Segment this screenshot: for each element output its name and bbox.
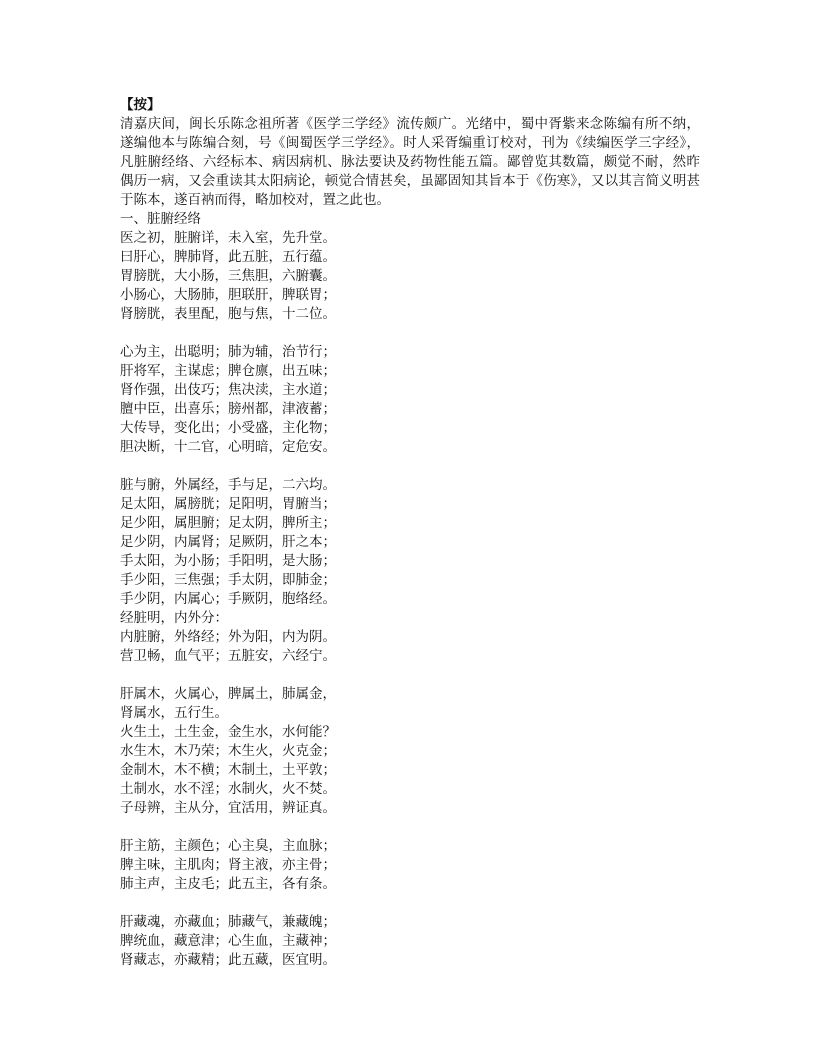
verse-line: 肝藏魂，亦藏血；肺藏气，兼藏魄； xyxy=(120,914,336,930)
verse-line: 手少阴，内属心；手厥阴，胞络经。 xyxy=(120,591,336,607)
verse-stanza xyxy=(120,343,700,457)
verse-body xyxy=(120,229,700,970)
intro-paragraph: 清嘉庆间，闽长乐陈念祖所著《医学三学经》流传颇广。光绪中，蜀中胥紫来念陈编有所不纳，遂编他本与陈编合刻，号《闽蜀医学三学经》。时人采胥编重订校对，刊为《续编医学三字经》，凡脏腑经络、六经标本、病因病机、脉法要诀及药物性能五篇。鄙曾览其数篇，颇觉不耐，然昨偶历一病，又会重读其太阳病论，顿觉合情甚矣，虽鄙固知其旨本于《伤寒》，又以其言简义明甚于陈本，遂百衲而得，略加校对，置之此也。 xyxy=(120,116,700,208)
verse-line: 胃膀胱，大小肠，三焦胆，六腑囊。 xyxy=(120,268,336,284)
verse-line: 曰肝心，脾肺肾，此五脏，五行蕴。 xyxy=(120,249,336,265)
verse-line: 小肠心，大肠肺，胆联肝，脾联胃； xyxy=(120,287,336,303)
verse-stanza xyxy=(120,229,700,324)
verse-line: 火生土，土生金，金生水，水何能？ xyxy=(120,724,336,740)
verse-line: 手少阳，三焦强；手太阴，即肺金； xyxy=(120,572,336,588)
verse-line: 土制水，水不淫；水制火，火不焚。 xyxy=(120,781,336,797)
verse-line: 营卫畅，血气平；五脏安，六经宁。 xyxy=(120,648,336,664)
verse-line: 水生木，木乃荣；木生火，火克金； xyxy=(120,743,336,759)
verse-line: 心为主，出聪明；肺为辅，治节行； xyxy=(120,344,336,360)
verse-line: 子母辨，主从分，宜活用，辨证真。 xyxy=(120,800,336,816)
verse-line: 脾主味，主肌肉；肾主液，亦主骨； xyxy=(120,857,336,873)
verse-line: 手太阳，为小肠；手阳明，是大肠； xyxy=(120,553,336,569)
verse-line: 脾统血，藏意津；心生血，主藏神； xyxy=(120,933,336,949)
verse-stanza xyxy=(120,685,700,818)
verse-line: 足少阴，内属肾；足厥阴，肝之本； xyxy=(120,534,336,550)
verse-line: 肺主声，主皮毛；此五主，各有条。 xyxy=(120,876,336,892)
section-title: 一、脏腑经络 xyxy=(120,211,201,227)
verse-line: 肝属木，火属心，脾属土，肺属金， xyxy=(120,686,336,702)
verse-line: 脏与腑，外属经，手与足，二六均。 xyxy=(120,477,336,493)
verse-line: 医之初，脏腑详，未入室，先升堂。 xyxy=(120,230,336,246)
verse-line: 足少阳，属胆腑；足太阴，脾所主； xyxy=(120,515,336,531)
verse-line: 肾作强，出伎巧；焦决渎，主水道； xyxy=(120,382,336,398)
verse-line: 肝将军，主谋虑；脾仓廪，出五味； xyxy=(120,363,336,379)
verse-line: 肾属水，五行生。 xyxy=(120,705,228,721)
verse-line: 大传导，变化出；小受盛，主化物； xyxy=(120,420,336,436)
verse-line: 经脏明，内外分： xyxy=(120,610,228,626)
verse-line: 足太阳，属膀胱；足阳明，胃腑当； xyxy=(120,496,336,512)
verse-line: 胆决断，十二官，心明暗，定危安。 xyxy=(120,439,336,455)
verse-stanza xyxy=(120,837,700,894)
note-heading: 【按】 xyxy=(120,97,161,113)
document-page xyxy=(120,96,700,989)
verse-line: 肾膀胱，表里配，胞与焦，十二位。 xyxy=(120,306,336,322)
verse-stanza xyxy=(120,476,700,666)
verse-line: 内脏腑，外络经；外为阳，内为阴。 xyxy=(120,629,336,645)
verse-line: 肾藏志，亦藏精；此五藏，医宜明。 xyxy=(120,952,336,968)
verse-stanza xyxy=(120,913,700,970)
verse-line: 膻中臣，出喜乐；膀州都，津液蓄； xyxy=(120,401,336,417)
verse-line: 肝主筋，主颜色；心主臭，主血脉； xyxy=(120,838,336,854)
verse-line: 金制木，木不横；木制土，土平敦； xyxy=(120,762,336,778)
